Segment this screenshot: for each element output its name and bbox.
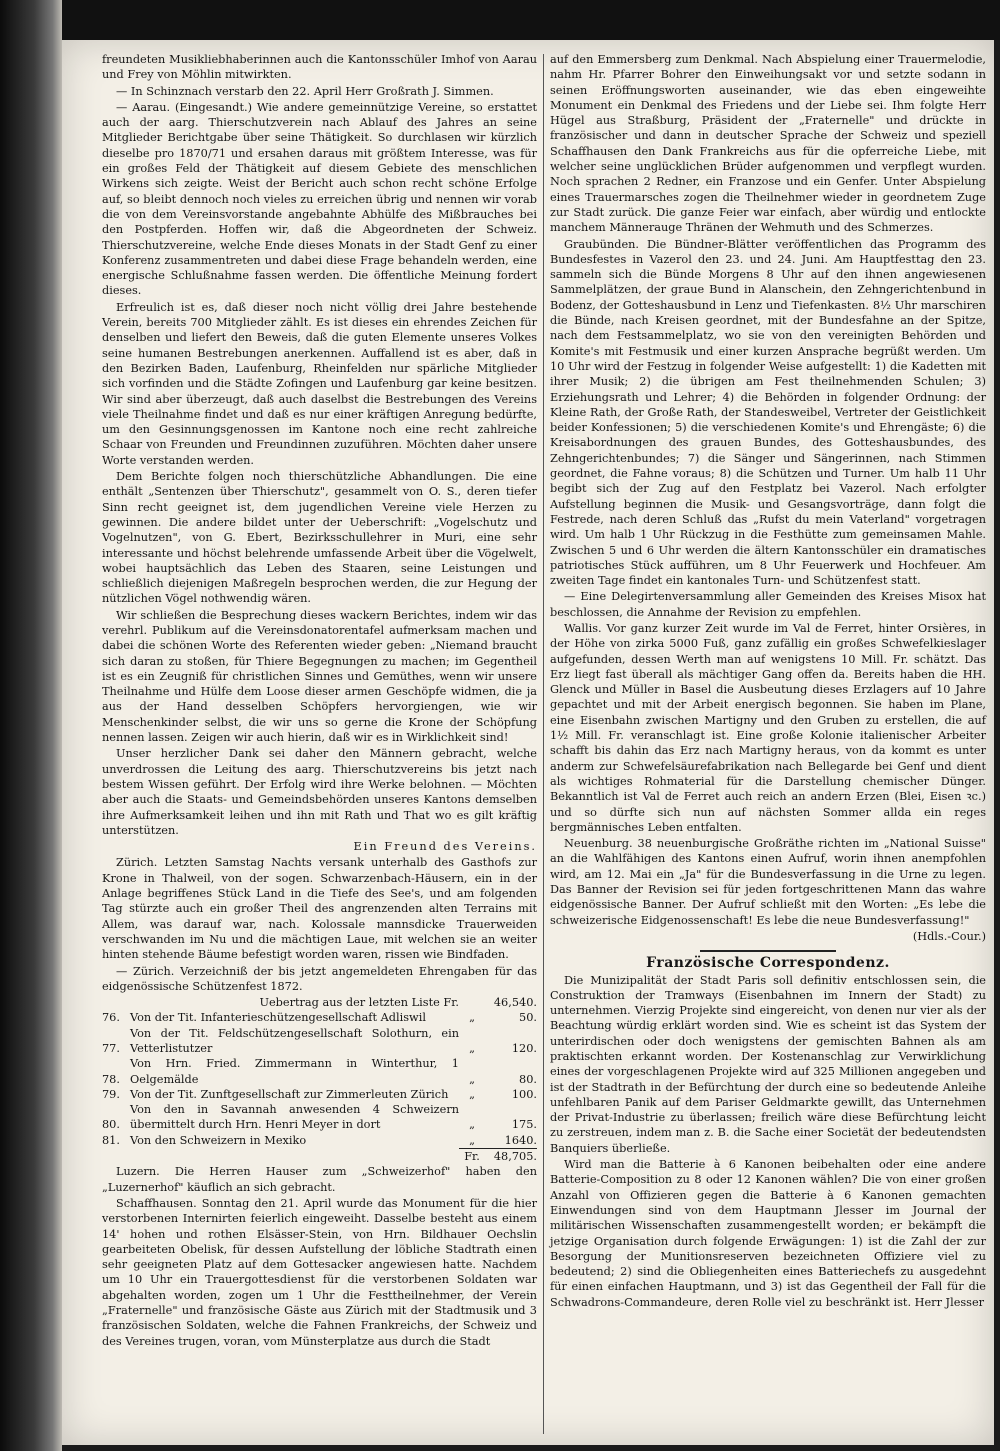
donation-text: Von Hrn. Fried. Zimmermann in Winterthur, 1 Oelgemälde [130,1057,459,1086]
paragraph-dank: Unser herzlicher Dank sei daher den Männern gebracht, welche unverdrossen die Leitung des aarg. Thierschutzvereins bis jetzt nach bestem Wissen geführt. Der Erfolg wird ihre Werke belohnen. — Möchten aber auch die Staats- und Gemeindsbehörden unseres Kantons demselben ihre Aufmerksamkeit leihen und ihn mit Rath und That wo es gilt kräftig unterstützen. [102,747,537,837]
donation-text: Von den in Savannah anwesenden 4 Schweizern übermittelt durch Hrn. Henri Meyer in dort [130,1103,459,1132]
donation-value: 1640. [504,1133,537,1147]
scan-top-edge [62,0,1000,40]
paragraph-verein: Erfreulich ist es, daß dieser noch nicht völlig drei Jahre bestehende Verein, bereits 700 Mitglieder zählt. Es ist dieses ein ehrendes Zeichen für denselben und liefert den Beweis, daß die guten Elemente unseres Volkes seine humanen Bestrebungen anerkennen. Auffallend ist es aber, daß in den Bezirken Baden, Laufenburg, Rheinfelden nur spärliche Mitglieder sich vorfinden und die Städte Zofingen und Laufenburg gar keine besitzen. Wir sind aber überzeugt, daß auch daselbst die Bestrebungen des Vereins viele Theilnahme findet und daß es nur einer kräftigen Anregung bedürfte, um den Gesinnungsgenossen im Kantone noch eine recht zahlreiche Schaar von Freunden und Freundinnen zuzuführen. Möchten daher unsere Worte verstanden werden. [102,300,537,467]
signature-freund: Ein Freund des Vereins. [353,840,537,854]
paragraph-besprechung: Wir schließen die Besprechung dieses wackern Berichtes, indem wir das verehrl. Publikum auf die Vereinsdonatorentafel aufmerksam machen und dabei die schönen Worte des Referenten wieder geben: „Niemand braucht sich daran zu stoßen, für Thiere Begegnungen zu machen; im Gegentheil ist es ein Zeugniß für christlichen Sinnes und Gemüthes, wenn wir unsere Theilnahme und Hülfe dem Loose dieser armen Geschöpfe widmen, die ja aus der Hand desselben Schöpfers hervorgiengen, wie wir Menschenkinder selbst, die wir uns so gerne die Krone der Schöpfung nennen lassen. Zeigen wir auch hierin, daß wir es in Wirklichkeit sind! [102,608,537,745]
ditto-mark: „ [469,1087,475,1101]
paragraph-schaffhausen: Schaffhausen. Sonntag den 21. April wurde das Monument für die hier verstorbenen Internirten feierlich eingeweiht. Dasselbe besteht aus einem 14' hohen und rothen Elsässer-Stein, von Hrn. Bildhauer Oechslin gearbeiteten Obelisk, für dessen Aufstellung der löbliche Stadtrath einen sehr geeigneten Platz auf dem Gottesacker angewiesen hatte. Nachdem um 10 Uhr ein Trauergottesdienst für die verstorbenen Soldaten war abgehalten worden, zogen um 1 Uhr die Festtheilnehmer, der Verein „Fraternelle" und französische Gäste aus Zürich mit der Stadtmusik und 3 französischen Soldaten, welche die Fahnen Frankreichs, der Schweiz und des Vereines trugen, voran, vom Münsterplatze aus durch die Stadt [102,1196,537,1348]
paragraph-ehrengaben: — Zürich. Verzeichniß der bis jetzt angemeldeten Ehrengaben für das eidgenössische Schützenfest 1872. [102,964,537,993]
donation-text: Von der Tit. Feldschützengesellschaft Solothurn, ein Vetterlistutzer [130,1026,459,1055]
paragraph-aarau: — Aarau. (Eingesandt.) Wie andere gemeinnützige Vereine, so erstattet auch der aarg. Thierschutzverein nach Ablauf des Jahres an seine Mitglieder Berichtgabe über seine Thätigkeit. So durchlasen wir kürzlich dieselbe pro 1870/71 und ersahen daraus mit größtem Interesse, was für ein großes Feld der Thätigkeit auf diesem Gebiete des menschlichen Wirkens sich zeigte. Weist der Bericht auch schon recht schöne Erfolge auf, so bleibt dennoch noch vieles zu erreichen übrig und nennen wir vorab die von dem Vereinsvorstande angebahnte Abhülfe des Mißbrauches bei den Postpferden. Hoffen wir, daß die Abgeordneten der Schweiz. Thierschutzvereine, welche Ende dieses Monats in der Stadt Genf zu einer Konferenz zusammentreten und dabei diese Frage behandeln werden, eine energische Schlußnahme fassen werden. Die öffentliche Meinung fordert dieses. [102,100,537,298]
paragraph-batterie: Wird man die Batterie à 6 Kanonen beibehalten oder eine andere Batterie-Composition zu 8 oder 12 Kanonen wählen? Die von einer großen Anzahl von Offizieren gegen die Batterie à 6 Kanonen gemachten Einwendungen sind von dem Hauptmann Jlesser im Journal der militärischen Wissenschaften zusammengestellt worden; er bekämpft die jetzige Organisation durch folgende Erwägungen: 1) ist die Zahl der zur Besorgung der Munitionsreserven bezeichneten Offiziere viel zu bedeutend; 2) sind die Obliegenheiten eines Batteriechefs zu ausgedehnt für einen einfachen Hauptmann, und 3) ist das Gegentheil der Fall für die Schwadrons-Commandeure, deren Rolle viel zu beschränkt ist. Herr Jlesser [550,1158,986,1309]
table-row [102,1026,537,1057]
carry-value: 46,540. [493,996,537,1010]
paragraph-zurich-thalweil: Zürich. Letzten Samstag Nachts versank unterhalb des Gasthofs zur Krone in Thalweil, von der sogen. Schwarzenbach-Häusern, ein in der Anlage begriffenes Stück Land in die Tiefe des See's, und am folgenden Tag stürzte auch ein großer Theil des angrenzenden alten Terrains mit Allem, was darauf war, nach. Kolossale mannsdicke Trauerweiden verschwanden im Nu und die mächtigen Laue, mit welchen sie an weiter hinten stehende Bäume befestigt worden waren, rissen wie Bindfaden. [102,856,537,962]
ditto-mark: „ [469,1011,475,1025]
donation-value: 80. [519,1072,537,1086]
total-value: 48,705. [485,1149,537,1165]
section-rule [700,950,836,952]
donation-text: Von der Tit. Infanterieschützengesellschaft Adliswil [130,1011,426,1025]
ditto-mark: „ [469,1133,475,1147]
donation-value: 175. [511,1118,537,1132]
paragraph-neuenburg: Neuenburg. 38 neuenburgische Großräthe richten im „National Suisse" an die Wahlfähigen des Kantons einen Aufruf, worin ihnen anempfohlen wird, am 12. Mai ein „Ja" für die Bundesverfassung in die Urne zu legen. Das Banner der Revision sei für jeden fortgeschrittenen Mann das wahre eidgenössische Banner. Der Aufruf schließt mit den Worten: „Es lebe die schweizerische Eidgenossenschaft! Es lebe die neue Bundesverfassung!" [550,837,986,927]
paragraph-abhandlungen: Dem Berichte folgen noch thierschützliche Abhandlungen. Die eine enthält „Sentenzen über Thierschutz", gesammelt von O. S., deren tiefer Sinn recht geeignet ist, dem jugendlichen Vereine viele Herzen zu gewinnen. Die andere bildet unter der Ueberschrift: „Vogelschutz und Vogelnutzen", von G. Ebert, Bezirksschullehrer in Muri, eine sehr interessante und höchst belehrende umfassende Arbeit über die Vögelwelt, wobei hauptsächlich das Leben des Staaren, seine Leistungen und schließlich diejenigen Maßregeln besprochen werden, die zur Hegung der nützlichen Vögel nothwendig wären. [102,470,537,606]
donation-value: 100. [511,1087,537,1101]
donation-text: Von den Schweizern in Mexiko [130,1134,307,1148]
table-row [102,1133,537,1149]
total-row [102,1149,537,1165]
donation-number: 81. [102,1134,120,1148]
paragraph-emmersberg: auf den Emmersberg zum Denkmal. Nach Abspielung einer Trauermelodie, nahm Hr. Pfarrer Bohrer den Einweihungsakt vor und setzte sodann in seinen Eröffnungsworten auseinander, wie das eben eingeweihte Monument ein Denkmal des Friedens und der Liebe sei. Ihm folgte Herr Hügel aus Straßburg, Präsident der „Fraternelle" und drückte in französischer und dann in deutscher Sprache der Schweiz und speziell Schaffhausen den Dank Frankreichs aus für die opferreiche Liebe, mit welcher seine unglücklichen Brüder aufgenommen und verpflegt wurden. Noch sprachen 2 Redner, ein Franzose und ein Genfer. Unter Abspielung eines Trauermarsches zogen die Theilnehmer wieder in geordnetem Zuge zur Stadt zurück. Die ganze Feier war einfach, aber würdig und entlockte manchem Männerauge Thränen der Wehmuth und des Schmerzes. [550,53,986,235]
donation-number: 77. [102,1042,120,1055]
newspaper-page [62,40,994,1445]
ditto-mark: „ [469,1042,475,1055]
source-attribution: (Hdls.-Cour.) [912,929,986,943]
donation-number: 79. [102,1087,120,1101]
paragraph-misox: — Eine Delegirtenversammlung aller Gemeinden des Kreises Misox hat beschlossen, die Annahme der Revision zu empfehlen. [550,590,986,619]
total-label: Fr. [459,1149,485,1165]
book-binding [0,0,62,1451]
donation-value: 120. [511,1042,537,1055]
right-column [550,52,986,1311]
donation-value: 50. [519,1011,537,1025]
ditto-mark: „ [469,1072,475,1086]
carry-label: Uebertrag aus der letzten Liste Fr. [259,996,459,1010]
donation-number: 80. [102,1118,120,1132]
donation-table [102,995,537,1164]
paragraph-paris-tramways: Die Munizipalität der Stadt Paris soll definitiv entschlossen sein, die Construktion der Tramways (Eisenbahnen im Innern der Stadt) zu unternehmen. Vierzig Projekte sind eingereicht, von denen nur vier als der Beachtung würdig erklärt worden sind. Wie es scheint ist das System der unterirdischen oder doch wenigstens der gemischten Bahnen als am praktischten erkannt worden. Der Kostenanschlag zur Verwirklichung eines der vorgeschlagenen Projekte wird auf 325 Millionen angegeben und ist der Stadtrath in der Befürchtung der durch eine so bedeutende Anleihe unfehlbaren Panik auf dem Pariser Geldmarkte gewillt, das Unternehmen der Privat-Industrie zu überlassen; freilich wäre diese Befürchtung leicht zu zerstreuen, indem man z. B. die Sache einer Societät der bedeutendsten Banquiers überließe. [550,973,986,1155]
column-divider [543,54,544,1434]
paragraph-wallis: Wallis. Vor ganz kurzer Zeit wurde im Val de Ferret, hinter Orsières, in der Höhe von zirka 5000 Fuß, ganz zufällig ein großes Schwefelkieslager aufgefunden, dessen Werth man auf wenigstens 10 Mill. Fr. schätzt. Das Erz liegt fast überall als mächtiger Gang offen da. Bereits haben die HH. Glenck und Müller in Basel die Ausbeutung dieses Erzlagers auf 10 Jahre gepachtet und mit der Arbeit energisch begonnen. Sie haben im Plane, eine Eisenbahn zwischen Martigny und den Gruben zu erstellen, die auf 1½ Mill. Fr. veranschlagt ist. Eine große Kolonie italienischer Arbeiter schafft bis dahin das Erz nach Martigny heraus, von da kommt es unter anderm zur Schwefelsäurefabrikation nach Bellegarde bei Genf und dient als wichtiges Rohmaterial für die Darstellung chemischer Dünger. Bekanntlich ist Val de Ferret auch reich an andern Erzen (Blei, Eisen ꝛc.) und so dürfte sich nun auf nächsten Sommer allda ein reges bergmännisches Leben entfalten. [550,621,986,834]
table-row [102,1087,537,1102]
donation-number: 78. [102,1072,120,1086]
donation-text: Von der Tit. Zunftgesellschaft zur Zimmerleuten Zürich [130,1087,449,1101]
left-column [102,52,537,1350]
donation-number: 76. [102,1011,120,1025]
paragraph-musicians: freundeten Musikliebhaberinnen auch die Kantonsschüler Imhof von Aarau und Frey von Möhlin mitwirkten. [102,53,537,82]
carry-row [102,995,537,1010]
paragraph-graubunden: Graubünden. Die Bündner-Blätter veröffentlichen das Programm des Bundesfestes in Vazerol den 23. und 24. Juni. Am Hauptfesttag den 23. sammeln sich die Bünde Morgens 8 Uhr auf den ihnen angewiesenen Sammelplätzen, der graue Bund in Alanschein, den Zehngerichtenbund in Bodenz, der Gotteshausbund in Lenz und Tiefenkasten. 8½ Uhr marschiren die Bünde, nach Kreisen geordnet, mit der Bundesfahne an der Spitze, nach dem Festsammelplatz, wo sie von den vereinigten Behörden und Komite's mit Festmusik und einer kurzen Ansprache begrüßt werden. Um 10 Uhr wird der Festzug in folgender Weise aufgestellt: 1) die Kadetten mit ihrer Musik; 2) die übrigen am Fest theilnehmenden Schulen; 3) Erziehungsrath und Lehrer; 4) die Behörden in folgender Ordnung: der Kleine Rath, der Große Rath, der Standesweibel, Vertreter der Geistlichkeit beider Konfessionen; 5) die verschiedenen Komite's und Ehrengäste; 6) die Kreisabordnungen des grauen Bundes, des Gotteshausbundes, des Zehngerichtenbundes; 7) die Sänger und Sängerinnen, nach Stimmen geordnet, die Fahne voraus; 8) die Schützen und Turner. Um halb 11 Uhr begibt sich der Zug auf den Festplatz bei Vazerol. Nach erfolgter Aufstellung beginnen die Musik- und Gesangsvorträge, dann folgt die Festrede, nach deren Schluß das „Rufst du mein Vaterland" vorgetragen wird. Um halb 1 Uhr Rückzug in die Festhütte zum gemeinsamen Mahle. Zwischen 5 und 6 Uhr werden die ältern Kantonsschüler ein dramatisches patriotisches Stück aufführen, um 8 Uhr Feuerwerk und Hochfeuer. Am zweiten Tage findet ein kantonales Turn- und Schützenfest statt. [550,237,986,588]
paragraph-schinznach: — In Schinznach verstarb den 22. April Herr Großrath J. Simmen. [116,84,494,98]
table-row [102,1056,537,1087]
table-row [102,1102,537,1133]
table-row [102,1010,537,1025]
paragraph-luzern: Luzern. Die Herren Hauser zum „Schweizerhof" haben den „Luzernerhof" käuflich an sich gebracht. [102,1165,537,1194]
ditto-mark: „ [469,1118,475,1132]
section-heading: Französische Correspondenz. [646,955,890,972]
